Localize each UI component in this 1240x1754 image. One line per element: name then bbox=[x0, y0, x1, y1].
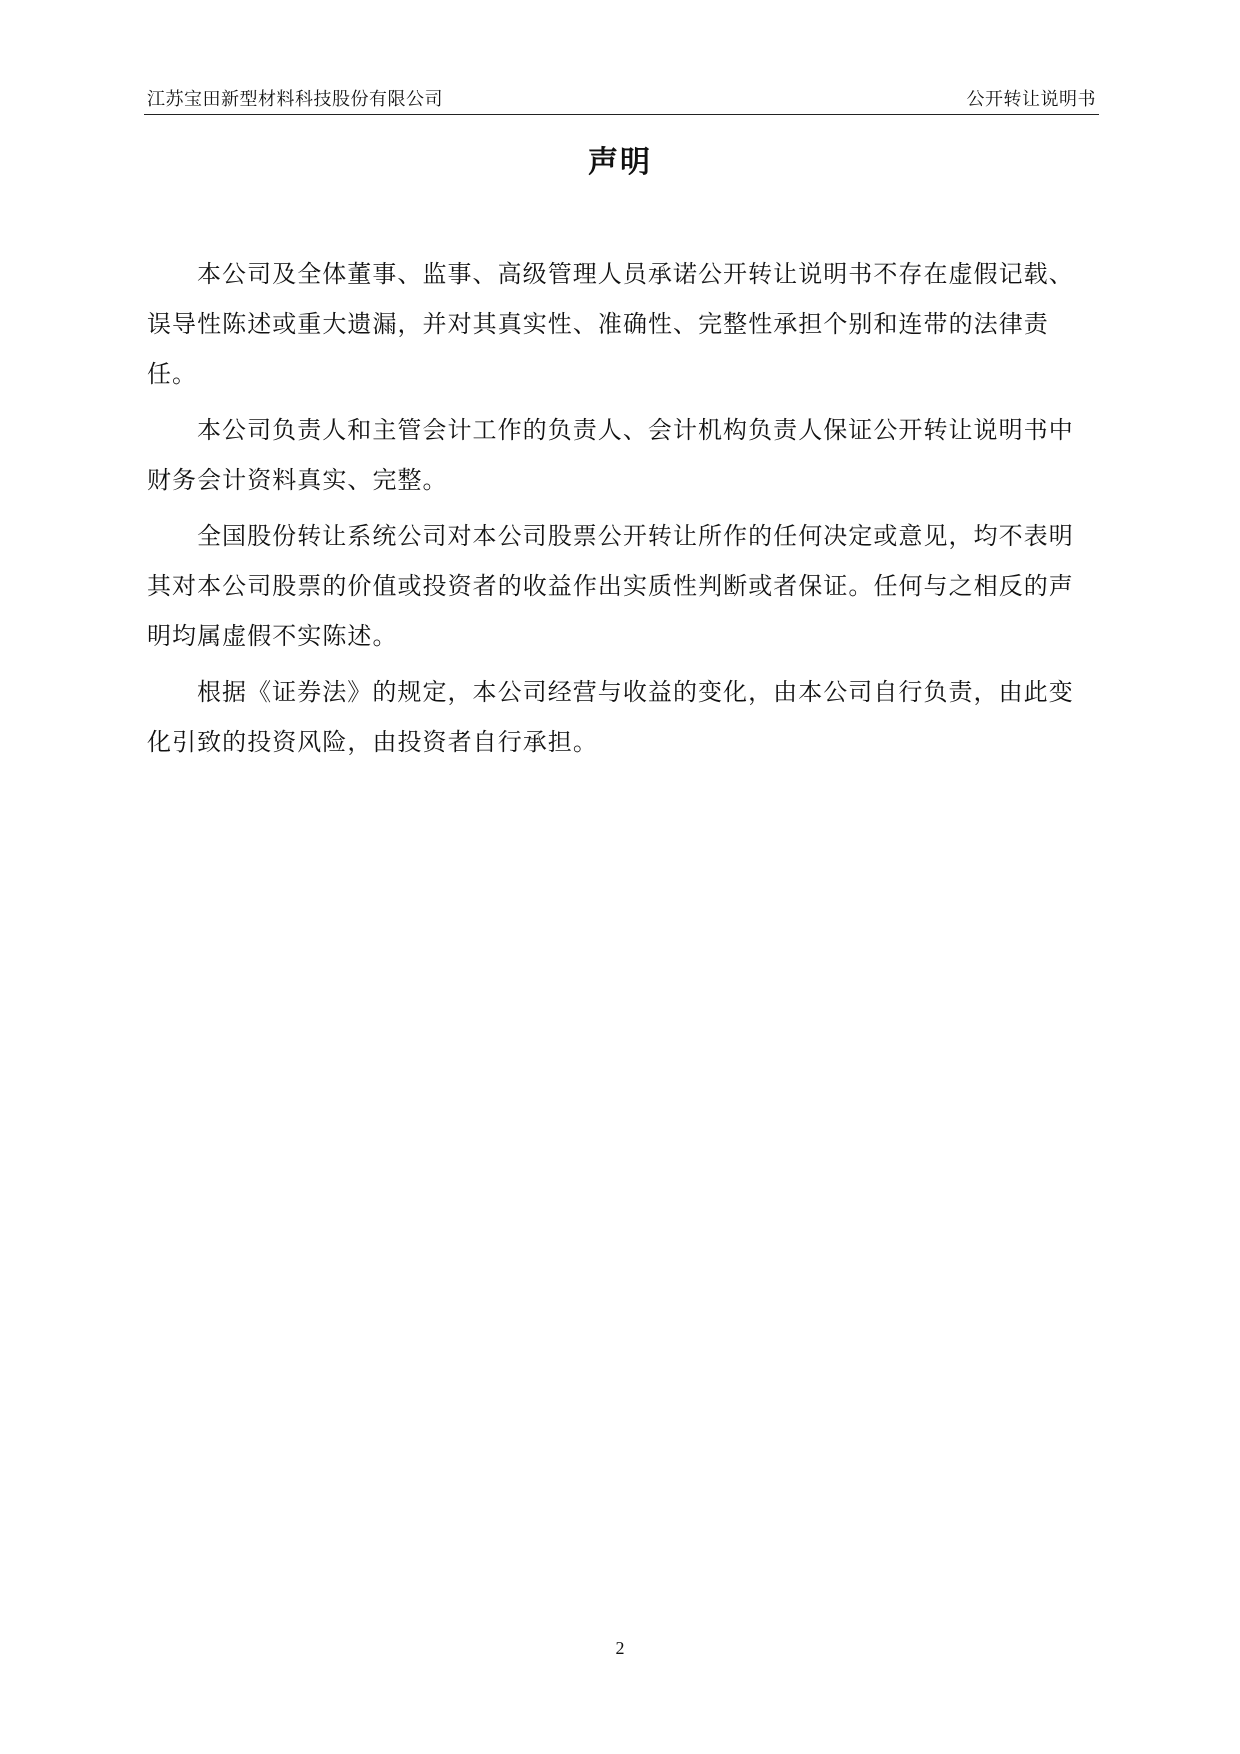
statement-paragraph: 本公司及全体董事、监事、高级管理人员承诺公开转让说明书不存在虚假记载、误导性陈述或重大遗漏，并对其真实性、准确性、完整性承担个别和连带的法律责任。 bbox=[147, 262, 1074, 388]
header-document-title: 公开转让说明书 bbox=[966, 89, 1096, 109]
running-header bbox=[144, 84, 1099, 115]
statement-paragraph: 全国股份转让系统公司对本公司股票公开转让所作的任何决定或意见，均不表明其对本公司股票的价值或投资者的收益作出实质性判断或者保证。任何与之相反的声明均属虚假不实陈述。 bbox=[147, 524, 1074, 650]
statement-paragraph: 本公司负责人和主管会计工作的负责人、会计机构负责人保证公开转让说明书中财务会计资料真实、完整。 bbox=[147, 418, 1074, 494]
header-company-name: 江苏宝田新型材料科技股份有限公司 bbox=[147, 89, 443, 109]
statement-paragraph: 根据《证券法》的规定，本公司经营与收益的变化，由本公司自行负责，由此变化引致的投资风险，由投资者自行承担。 bbox=[147, 680, 1074, 756]
page-title: 声明 bbox=[588, 145, 652, 180]
page-number: 2 bbox=[615, 1638, 625, 1658]
statement-body bbox=[147, 250, 1079, 774]
